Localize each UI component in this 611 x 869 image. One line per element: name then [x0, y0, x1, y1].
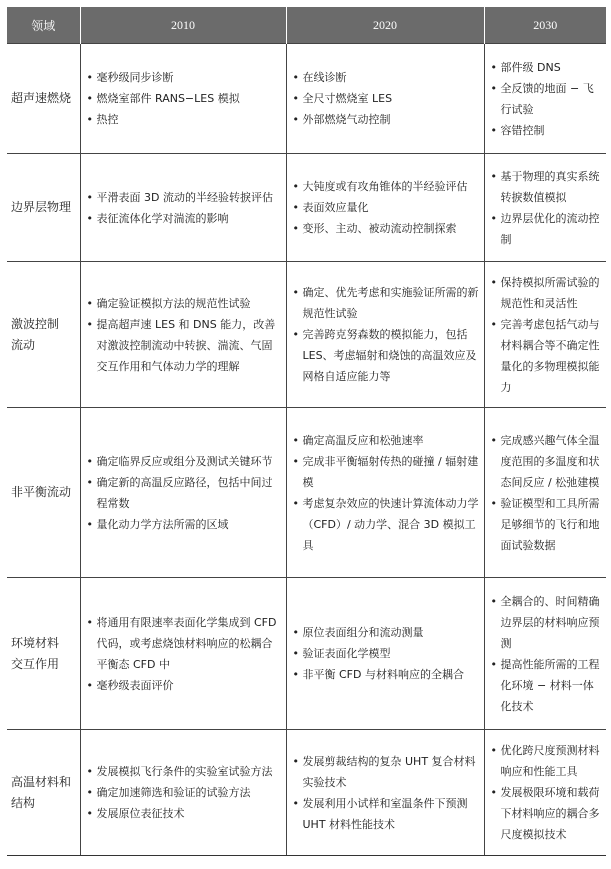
domain-cell: 边界层物理 — [7, 154, 80, 262]
table-row — [7, 154, 606, 262]
list-item: • 提高性能所需的工程化环境 − 材料一体化技术 — [490, 654, 603, 717]
table-row — [7, 44, 606, 154]
roadmap-table — [7, 7, 606, 856]
list-item: • 完成非平衡辐射传热的碰撞 / 辐射建模 — [292, 451, 480, 493]
domain-cell: 激波控制 流动 — [7, 262, 80, 408]
list-item: • 发展极限环境和载荷下材料响应的耦合多尺度模拟技术 — [490, 782, 603, 845]
list-item: • 完成感兴趣气体全温度范围的多温度和状态间反应 / 松弛建模 — [490, 430, 603, 493]
bullet-list — [86, 67, 282, 130]
list-item: • 变形、主动、被动流动控制探索 — [292, 218, 480, 239]
header-row — [7, 7, 606, 44]
list-item: • 确定临界反应或组分及测试关键环节 — [86, 451, 282, 472]
cell-2020 — [286, 730, 484, 856]
header-2010: 2010 — [80, 7, 286, 44]
table-body — [7, 44, 606, 856]
list-item: • 确定高温反应和松弛速率 — [292, 430, 480, 451]
list-item: • 验证模型和工具所需足够细节的飞行和地面试验数据 — [490, 493, 603, 556]
table-row — [7, 262, 606, 408]
cell-2030 — [484, 408, 606, 578]
cell-2020 — [286, 578, 484, 730]
table-row — [7, 408, 606, 578]
bullet-list — [86, 293, 282, 377]
list-item: • 发展模拟飞行条件的实验室试验方法 — [86, 761, 282, 782]
list-item: • 表面效应量化 — [292, 197, 480, 218]
list-item: • 基于物理的真实系统转捩数值模拟 — [490, 166, 603, 208]
bullet-list — [292, 430, 480, 556]
cell-2010 — [80, 44, 286, 154]
bullet-list — [490, 591, 603, 717]
list-item: • 确定验证模拟方法的规范性试验 — [86, 293, 282, 314]
list-item: • 确定、优先考虑和实施验证所需的新规范性试验 — [292, 282, 480, 324]
list-item: • 完善跨克努森数的模拟能力，包括 LES、考虑辐射和烧蚀的高温效应及网格自适应能力等 — [292, 324, 480, 387]
list-item: • 容错控制 — [490, 120, 603, 141]
list-item: • 量化动力学方法所需的区域 — [86, 514, 282, 535]
domain-cell: 非平衡流动 — [7, 408, 80, 578]
bullet-list — [292, 622, 480, 685]
cell-2010 — [80, 578, 286, 730]
cell-2010 — [80, 408, 286, 578]
bullet-list — [490, 166, 603, 250]
cell-2030 — [484, 262, 606, 408]
bullet-list — [292, 67, 480, 130]
list-item: • 部件级 DNS — [490, 57, 603, 78]
list-item: • 全尺寸燃烧室 LES — [292, 88, 480, 109]
list-item: • 确定加速筛选和验证的试验方法 — [86, 782, 282, 803]
list-item: • 完善考虑包括气动与材料耦合等不确定性量化的多物理模拟能力 — [490, 314, 603, 398]
list-item: • 毫秒级同步诊断 — [86, 67, 282, 88]
list-item: • 发展利用小试样和室温条件下预测 UHT 材料性能技术 — [292, 793, 480, 835]
list-item: • 全反馈的地面 − 飞行试验 — [490, 78, 603, 120]
domain-cell: 超声速燃烧 — [7, 44, 80, 154]
list-item: • 燃烧室部件 RANS−LES 模拟 — [86, 88, 282, 109]
domain-cell: 环境材料 交互作用 — [7, 578, 80, 730]
cell-2030 — [484, 44, 606, 154]
list-item: • 验证表面化学模型 — [292, 643, 480, 664]
list-item: • 确定新的高温反应路径，包括中间过程常数 — [86, 472, 282, 514]
list-item: • 边界层优化的流动控制 — [490, 208, 603, 250]
cell-2020 — [286, 44, 484, 154]
list-item: • 考虑复杂效应的快速计算流体动力学（CFD）/ 动力学、混合 3D 模拟工具 — [292, 493, 480, 556]
bullet-list — [490, 740, 603, 845]
domain-cell: 高温材料和 结构 — [7, 730, 80, 856]
list-item: • 非平衡 CFD 与材料响应的全耦合 — [292, 664, 480, 685]
table-row — [7, 730, 606, 856]
cell-2030 — [484, 730, 606, 856]
list-item: • 外部燃烧气动控制 — [292, 109, 480, 130]
cell-2030 — [484, 154, 606, 262]
table-row — [7, 578, 606, 730]
list-item: • 保持模拟所需试验的规范性和灵活性 — [490, 272, 603, 314]
header-domain: 领域 — [7, 7, 80, 44]
list-item: • 原位表面组分和流动测量 — [292, 622, 480, 643]
cell-2020 — [286, 262, 484, 408]
bullet-list — [490, 57, 603, 141]
list-item: • 提高超声速 LES 和 DNS 能力，改善对激波控制流动中转捩、湍流、气固交互作用和气体动力学的理解 — [86, 314, 282, 377]
list-item: • 热控 — [86, 109, 282, 130]
cell-2010 — [80, 730, 286, 856]
list-item: • 将通用有限速率表面化学集成到 CFD 代码，或考虑烧蚀材料响应的松耦合平衡态 CFD 中 — [86, 612, 282, 675]
cell-2010 — [80, 262, 286, 408]
list-item: • 大钝度或有攻角锥体的半经验评估 — [292, 176, 480, 197]
list-item: • 全耦合的、时间精确边界层的材料响应预测 — [490, 591, 603, 654]
table-header — [7, 7, 606, 44]
bullet-list — [86, 187, 282, 229]
bullet-list — [86, 612, 282, 696]
cell-2020 — [286, 408, 484, 578]
list-item: • 优化跨尺度预测材料响应和性能工具 — [490, 740, 603, 782]
list-item: • 毫秒级表面评价 — [86, 675, 282, 696]
header-2030: 2030 — [484, 7, 606, 44]
list-item: • 发展原位表征技术 — [86, 803, 282, 824]
list-item: • 表征流体化学对湍流的影响 — [86, 208, 282, 229]
bullet-list — [86, 451, 282, 535]
cell-2020 — [286, 154, 484, 262]
bullet-list — [292, 282, 480, 387]
bullet-list — [490, 430, 603, 556]
cell-2010 — [80, 154, 286, 262]
cell-2030 — [484, 578, 606, 730]
bullet-list — [86, 761, 282, 824]
list-item: • 发展剪裁结构的复杂 UHT 复合材料实验技术 — [292, 751, 480, 793]
bullet-list — [490, 272, 603, 398]
header-2020: 2020 — [286, 7, 484, 44]
list-item: • 在线诊断 — [292, 67, 480, 88]
bullet-list — [292, 176, 480, 239]
list-item: • 平滑表面 3D 流动的半经验转捩评估 — [86, 187, 282, 208]
bullet-list — [292, 751, 480, 835]
